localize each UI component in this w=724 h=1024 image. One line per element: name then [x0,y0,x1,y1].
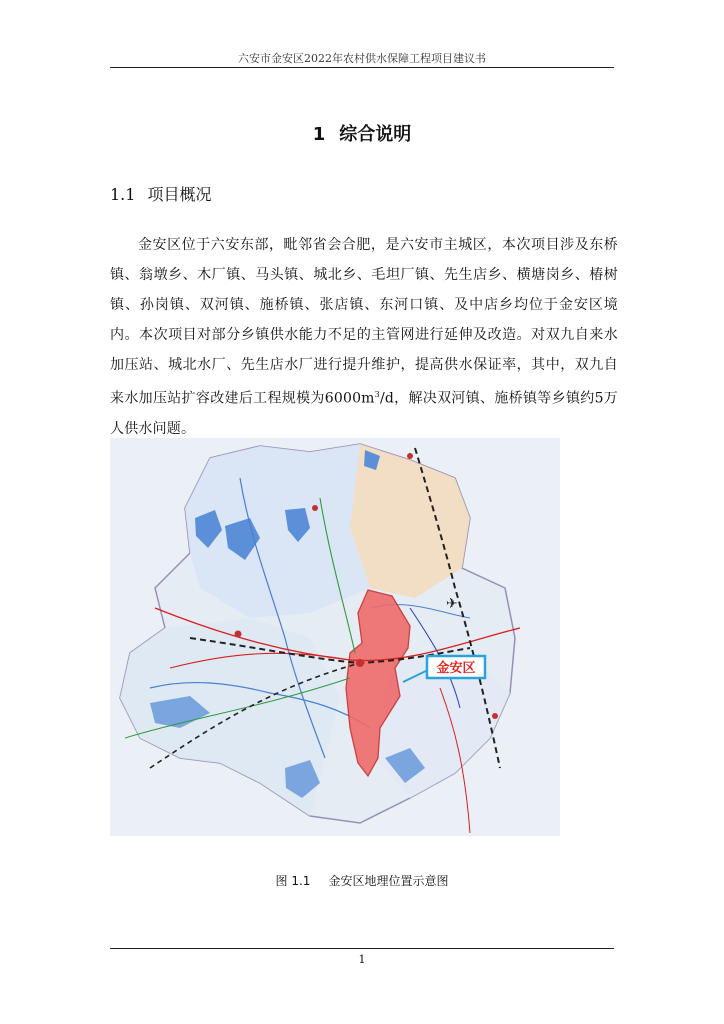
header-rule [110,67,614,68]
map-label-text: 金安区 [436,661,476,676]
map-town-1 [356,659,364,667]
footer-rule [110,948,614,949]
section-title: 项目概况 [147,185,212,204]
airplane-icon: ✈ [446,596,458,612]
figure-caption [0,872,724,889]
page-number: 1 [358,953,366,966]
body-paragraph [110,230,618,444]
chapter-number: 1 [312,124,326,145]
map-town-3 [407,453,413,459]
section-heading [110,182,211,205]
paragraph-text-b: /d，解决双河镇、施桥镇等乡镇约5万人供水问题。 [110,390,619,437]
map-town-4 [492,713,498,719]
location-map [110,438,560,836]
figure-caption-text: 金安区地理位置示意图 [328,874,449,888]
map-town-5 [312,505,318,511]
map-town-2 [235,631,242,638]
unit-superscript: 3 [374,390,380,399]
chapter-title: 综合说明 [339,124,412,145]
paragraph-text-a: 金安区位于六安东部，毗邻省会合肥，是六安市主城区，本次项目涉及东桥镇、翁墩乡、木厂镇、马头镇、城北乡、毛坦厂镇、先生店乡、横塘岗乡、椿树镇、孙岗镇、双河镇、施桥镇、张店镇、东河口镇、及中店乡均位于金安区境内。本次项目对部分乡镇供水能力不足的主管网进行延伸及改造。对双九自来水加压站、城北水厂、先生店水厂进行提升维护，提高供水保证率，其中，双九自来水加压站扩容改建后工程规模为6000m [110,237,618,407]
figure-number: 图 1.1 [275,874,311,888]
section-number: 1.1 [110,185,136,204]
chapter-heading [0,120,724,146]
running-header: 六安市金安区2022年农村供水保障工程项目建议书 [238,52,486,65]
